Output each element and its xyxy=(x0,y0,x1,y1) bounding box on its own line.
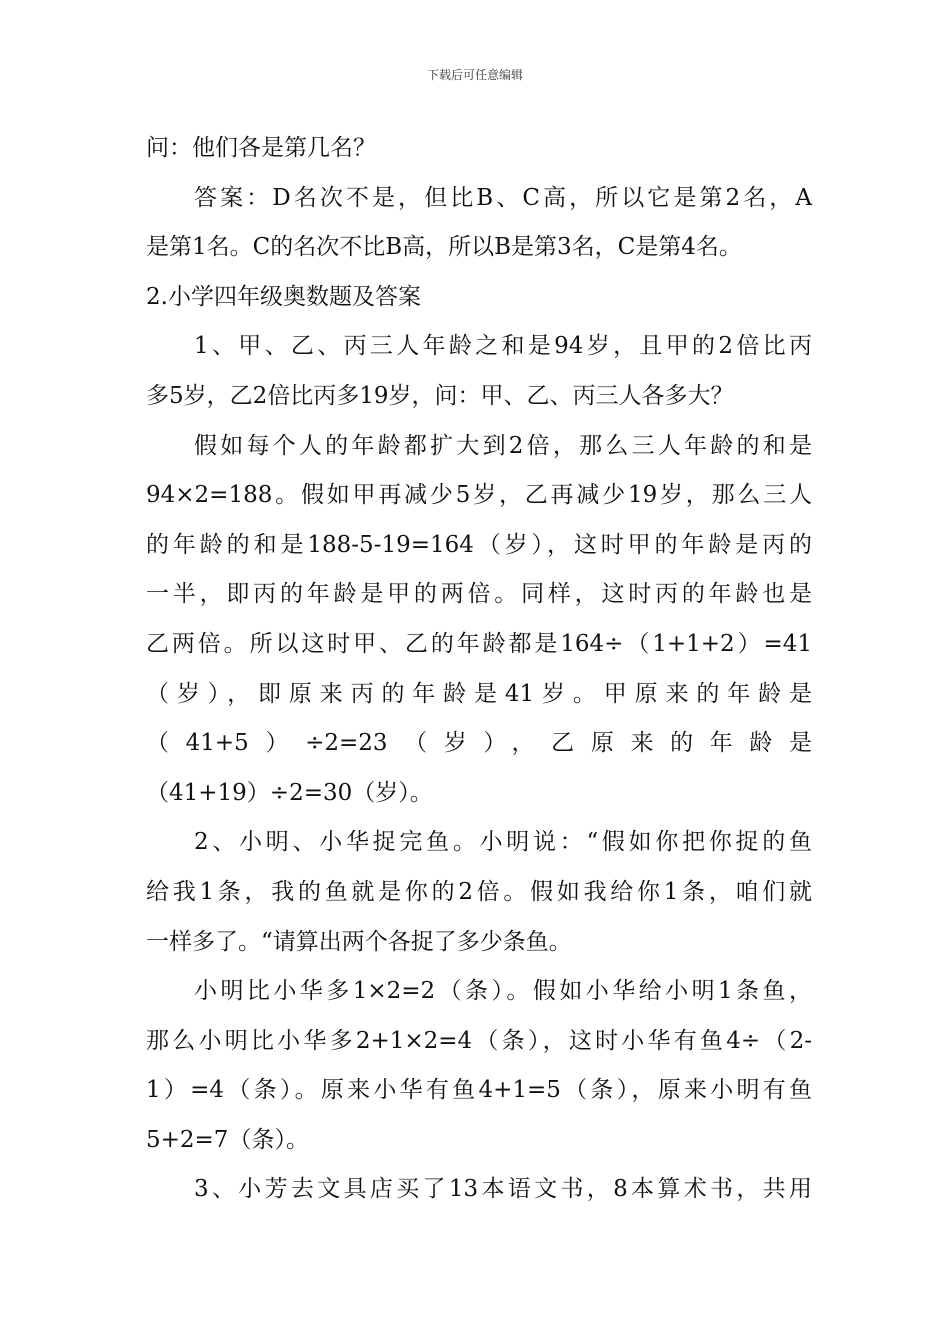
text-line: （岁），即原来丙的年龄是41岁。甲原来的年龄是 xyxy=(146,680,812,707)
text-line: 94×2=188。假如甲再减少5岁，乙再减少19岁，那么三人 xyxy=(146,482,812,509)
text-line: 1、甲、乙、丙三人年龄之和是94岁，且甲的2倍比丙 xyxy=(194,333,812,360)
page-header-note: 下载后可任意编辑 xyxy=(426,68,523,82)
text-line: （41+5）÷2=23（岁），乙原来的年龄是 xyxy=(146,730,812,757)
text-line: 5+2=7（条）。 xyxy=(146,1126,309,1153)
text-line: 的年龄的和是188-5-19=164（岁），这时甲的年龄是丙的 xyxy=(146,531,812,558)
text-line: 是第1名。C的名次不比B高，所以B是第3名，C是第4名。 xyxy=(146,234,742,261)
text-line: 多5岁，乙2倍比丙多19岁，问：甲、乙、丙三人各多大？ xyxy=(146,382,734,409)
text-line: 问：他们各是第几名？ xyxy=(146,135,376,161)
text-line: 一半，即丙的年龄是甲的两倍。同样，这时丙的年龄也是 xyxy=(146,581,812,608)
text-line: 小明比小华多1×2=2（条）。假如小华给小明1条鱼， xyxy=(194,978,812,1005)
text-line: 给我1条，我的鱼就是你的2倍。假如我给你1条，咱们就 xyxy=(146,878,812,905)
text-line: 3、小芳去文具店买了13本语文书，8本算术书，共用 xyxy=(194,1176,812,1203)
section-heading: 2.小学四年级奥数题及答案 xyxy=(146,283,421,310)
text-line: 一样多了。“请算出两个各捉了多少条鱼。 xyxy=(146,928,572,955)
text-line: 假如每个人的年龄都扩大到2倍，那么三人年龄的和是 xyxy=(194,432,812,459)
text-line: 2、小明、小华捉完鱼。小明说：“假如你把你捉的鱼 xyxy=(194,829,812,856)
text-line: 那么小明比小华多2+1×2=4（条），这时小华有鱼4÷（2- xyxy=(146,1027,812,1054)
document-body xyxy=(146,124,812,1215)
text-line: 乙两倍。所以这时甲、乙的年龄都是164÷（1+1+2）=41 xyxy=(146,630,812,657)
text-line: （41+19）÷2=30（岁）。 xyxy=(146,779,433,806)
text-line: 答案：D名次不是，但比B、C高，所以它是第2名，A xyxy=(194,184,812,211)
text-line: 1）=4（条）。原来小华有鱼4+1=5（条），原来小明有鱼 xyxy=(146,1077,812,1104)
